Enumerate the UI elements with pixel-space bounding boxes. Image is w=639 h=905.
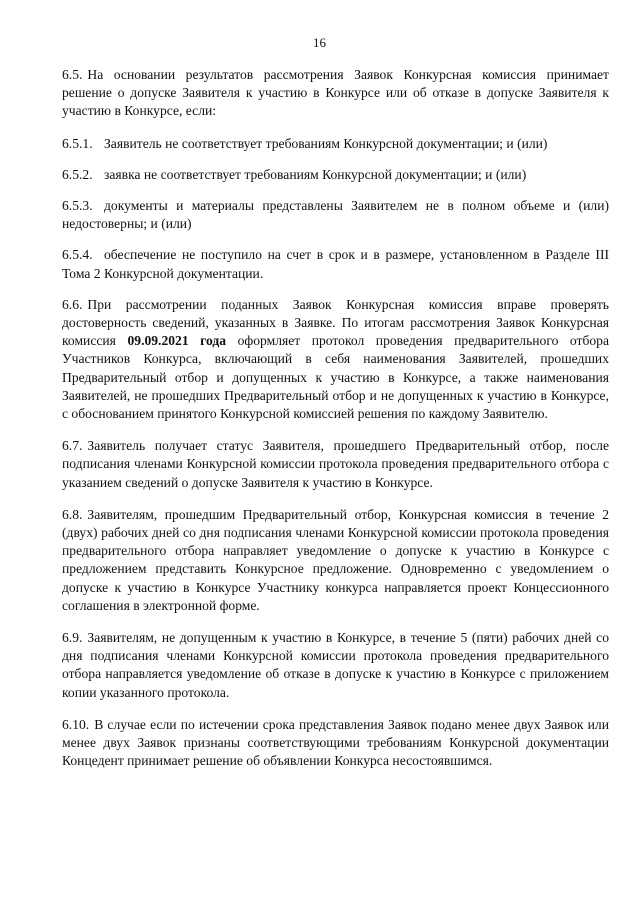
paragraph-number: 6.9.	[62, 630, 83, 646]
paragraph-text: Заявителям, не допущенным к участию в Конкурсе, в течение 5 (пяти) рабочих дней со дня подписания членами Конкурсной комиссии протокола проведения предварительного отбора направляется уведомление об отказе в допуске к участию в Конкурсе с приложением копии указанного протокола.	[62, 630, 609, 700]
paragraph-text: Заявителям, прошедшим Предварительный отбор, Конкурсная комиссия в течение 2 (двух) рабочих дней со дня подписания членами Конкурсной комиссии протокола проведения предварительного отбора направляет уведомление о допуске к участию в Конкурсе с предложением представить Конкурсное предложение. Одновременно с уведомлением о допуске к участию в Конкурсе Участнику конкурса направляется проект Концессионного соглашения в электронной форме.	[62, 506, 609, 613]
paragraph-text: В случае если по истечении срока представления Заявок подано менее двух Заявок или менее двух Заявок признаны соответствующими требованиям Конкурсной документации Концедент принимает решение об объявлении Конкурса несостоявшимся.	[62, 716, 609, 769]
paragraph-number: 6.5.3.	[62, 198, 93, 214]
paragraph-6-5-1	[62, 135, 609, 153]
paragraph-number: 6.5.2.	[62, 166, 93, 182]
paragraph-6-8	[62, 506, 609, 615]
paragraph-6-5-4	[62, 246, 609, 282]
paragraph-6-5-2	[62, 166, 609, 184]
paragraph-number: 6.10.	[62, 716, 90, 732]
paragraph-text: документы и материалы представлены Заявителем не в полном объеме и (или) недостоверны; и (или)	[62, 198, 609, 232]
paragraph-number: 6.7.	[62, 438, 83, 454]
paragraph-6-10	[62, 716, 609, 771]
paragraph-6-6	[62, 296, 609, 423]
paragraph-number: 6.6.	[62, 296, 83, 312]
paragraph-6-5	[62, 66, 609, 121]
paragraph-number: 6.5.1.	[62, 135, 93, 151]
protocol-date: 09.09.2021 года	[127, 333, 227, 349]
paragraph-text-continued: оформляет протокол проведения предварительного отбора Участников Конкурса, включающий в себя наименования Заявителей, прошедших Предварительный отбор и допущенных к участию в Конкурсе, а также наименования Заявителей, не прошедших Предварительный отбор и не допущенных к участию в Конкурсе, с обоснованием принятого Конкурсной комиссией решения по каждому Заявителю.	[62, 333, 610, 422]
page-number: 16	[313, 35, 326, 50]
paragraph-6-5-3	[62, 197, 609, 233]
paragraph-6-7	[62, 437, 609, 492]
paragraph-text: Заявитель не соответствует требованиям Конкурсной документации; и (или)	[104, 135, 548, 151]
paragraph-text: На основании результатов рассмотрения Заявок Конкурсная комиссия принимает решение о допуске Заявителя к участию в Конкурсе или об отказе в допуске Заявителя к участию в Конкурсе, если:	[62, 67, 609, 119]
paragraph-text: Заявитель получает статус Заявителя, прошедшего Предварительный отбор, после подписания членами Конкурсной комиссии протокола проведения предварительного отбора с указанием сведений о допуске Заявителя к участию в Конкурсе.	[62, 438, 609, 490]
paragraph-number: 6.5.4.	[62, 247, 93, 263]
document-body	[62, 66, 609, 785]
paragraph-text: При рассмотрении поданных Заявок Конкурсная комиссия вправе проверять достоверность сведений, указанных в Заявке. По итогам рассмотрения Заявок Конкурсная комиссия	[62, 296, 609, 349]
paragraph-text: заявка не соответствует требованиям Конкурсной документации; и (или)	[104, 166, 527, 182]
paragraph-number: 6.8.	[62, 506, 83, 522]
paragraph-6-9	[62, 629, 609, 702]
paragraph-text: обеспечение не поступило на счет в срок и в размере, установленном в Разделе III Тома 2 Конкурсной документации.	[62, 247, 609, 281]
paragraph-number: 6.5.	[62, 67, 83, 82]
